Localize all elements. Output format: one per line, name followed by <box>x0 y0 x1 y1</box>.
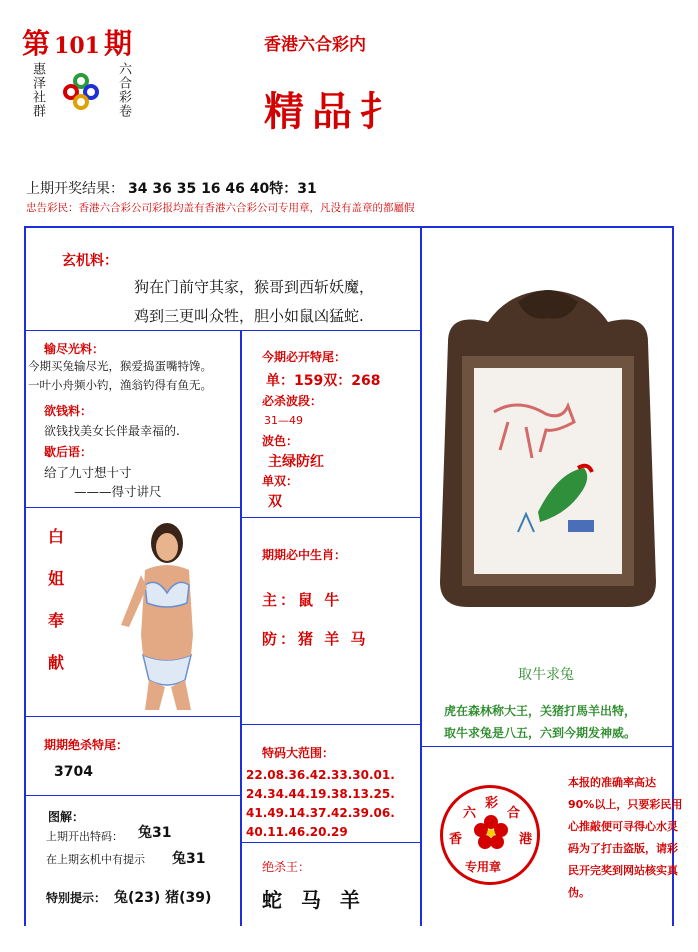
page-title: 精品扌 <box>264 88 408 135</box>
xiehouyu-line-1: 给了九寸想十寸 <box>44 465 132 480</box>
range-row: 41.49.14.37.42.39.06. <box>246 806 395 820</box>
issue-number <box>22 22 132 62</box>
shujin-line-1: 今期买兔输尽光，猴爱捣蛋嘴特馋。 <box>28 359 212 373</box>
yuqian-label: 欲钱料： <box>44 404 93 418</box>
model-photo <box>105 515 200 710</box>
picture-caption: 取牛求兔 <box>518 667 574 683</box>
range-row: 40.11.46.20.29 <box>246 825 348 839</box>
shujin-label: 输尽光料： <box>44 342 105 356</box>
xuanji-label: 玄机料： <box>62 253 118 269</box>
wave-label: 必杀波段： <box>262 394 323 408</box>
king-value: 蛇 马 羊 <box>262 888 366 912</box>
odd-even-label: 单双： <box>262 474 299 488</box>
seal-bottom-text: 专用章 <box>465 860 502 874</box>
range-values <box>246 766 395 842</box>
xiehouyu-label: 歇后语： <box>44 445 93 459</box>
zodiac-main: 主：鼠 牛 <box>262 591 343 609</box>
grid-line <box>24 226 26 926</box>
flower-emblem-icon <box>473 814 509 850</box>
wave-value: 31—49 <box>264 414 303 427</box>
xiehouyu-line-2: ———得寸讲尺 <box>74 484 162 499</box>
range-row: 22.08.36.42.33.30.01. <box>246 768 395 782</box>
color-label: 波色： <box>262 434 299 448</box>
issue-number-value: 101 <box>54 33 100 59</box>
last-result-numbers: 34 36 35 16 46 40特：31 <box>128 181 317 197</box>
grid-line <box>240 330 242 926</box>
baijie-char: 奉 <box>47 611 64 630</box>
seal-char: 港 <box>519 832 533 847</box>
zodiac-fang: 防：猪 羊 马 <box>262 630 369 648</box>
picture-poem-2: 取牛求兔是八五，六到今期发神威。 <box>444 726 637 740</box>
zodiac-label: 期期必中生肖： <box>262 548 347 562</box>
seal-char: 六 <box>463 806 477 821</box>
xuanji-line-2: 鸡到三更叫众牲，胆小如鼠凶猛蛇. <box>134 307 364 325</box>
grid-line <box>420 226 422 926</box>
shujin-line-2: 一叶小舟频小钓，渔翁钓得有鱼无。 <box>28 378 212 392</box>
tail-value: 单：159双：268 <box>266 373 381 389</box>
tail-label: 今期必开特尾： <box>262 350 347 364</box>
baijie-char: 白 <box>47 527 64 546</box>
special-value: 兔(23) 猪(39) <box>114 890 212 906</box>
seal-char: 香 <box>449 832 463 847</box>
tujie-line-1-value: 兔31 <box>138 825 172 841</box>
grid-line <box>24 507 242 508</box>
tujie-label: 图解： <box>48 810 85 824</box>
xuanji-line-1: 狗在门前守其家，猴哥到西斩妖魔， <box>134 278 375 296</box>
last-result <box>26 178 317 198</box>
range-label: 特码大范围： <box>262 746 335 760</box>
tujie-line-1-label: 上期开出特码： <box>46 830 123 843</box>
official-seal <box>440 785 540 885</box>
baijie-char: 献 <box>47 653 64 672</box>
tujie-line-2-label: 在上期玄机中有提示 <box>46 853 145 866</box>
yuqian-line-1: 欲钱找美女长伴最幸福的. <box>44 424 180 438</box>
odd-even-value: 双 <box>268 494 282 510</box>
seal-char: 合 <box>507 806 521 821</box>
left-vertical-text: 惠泽社群 <box>30 62 45 118</box>
grid-line <box>24 716 242 717</box>
framed-painting <box>428 282 668 617</box>
baijie-char: 姐 <box>47 569 64 588</box>
king-label: 绝杀王： <box>262 860 311 874</box>
grid-line <box>24 226 674 228</box>
grid-line <box>420 746 674 747</box>
kill-tail-label: 期期绝杀特尾： <box>44 738 129 752</box>
warning-text: 忠告彩民：香港六合彩公司彩报均盖有香港六合彩公司专用章，凡没有盖章的都屬假 <box>26 202 415 214</box>
last-result-label: 上期开奖结果： <box>26 181 124 197</box>
tujie-line-2-value: 兔31 <box>172 851 206 867</box>
right-vertical-text: 六合彩卷 <box>116 62 131 118</box>
picture-poem-1: 虎在森林称大王，关猪打馬羊出特， <box>444 704 637 718</box>
kill-tail-value: 3704 <box>54 764 93 780</box>
special-label: 特别提示： <box>46 891 107 905</box>
range-row: 24.34.44.19.38.13.25. <box>246 787 395 801</box>
grid-line <box>240 842 422 843</box>
issue-suffix: 期 <box>103 27 132 60</box>
baijie-text <box>46 522 66 678</box>
seal-char: 彩 <box>485 796 499 811</box>
grid-line <box>24 330 422 331</box>
lottery-logo-icon <box>62 72 100 110</box>
grid-line <box>24 795 242 796</box>
issue-prefix: 第 <box>22 27 51 60</box>
accuracy-claim: 本报的准确率高达 90%以上，只要彩民用心推敲便可寻得心水灵码为了打击盗版，请彩民开完奖到网站核实真伪。 <box>568 776 683 899</box>
company-name: 香港六合彩内 <box>264 35 366 55</box>
color-value: 主绿防红 <box>268 454 324 470</box>
grid-line <box>240 517 422 518</box>
grid-line <box>240 724 422 725</box>
